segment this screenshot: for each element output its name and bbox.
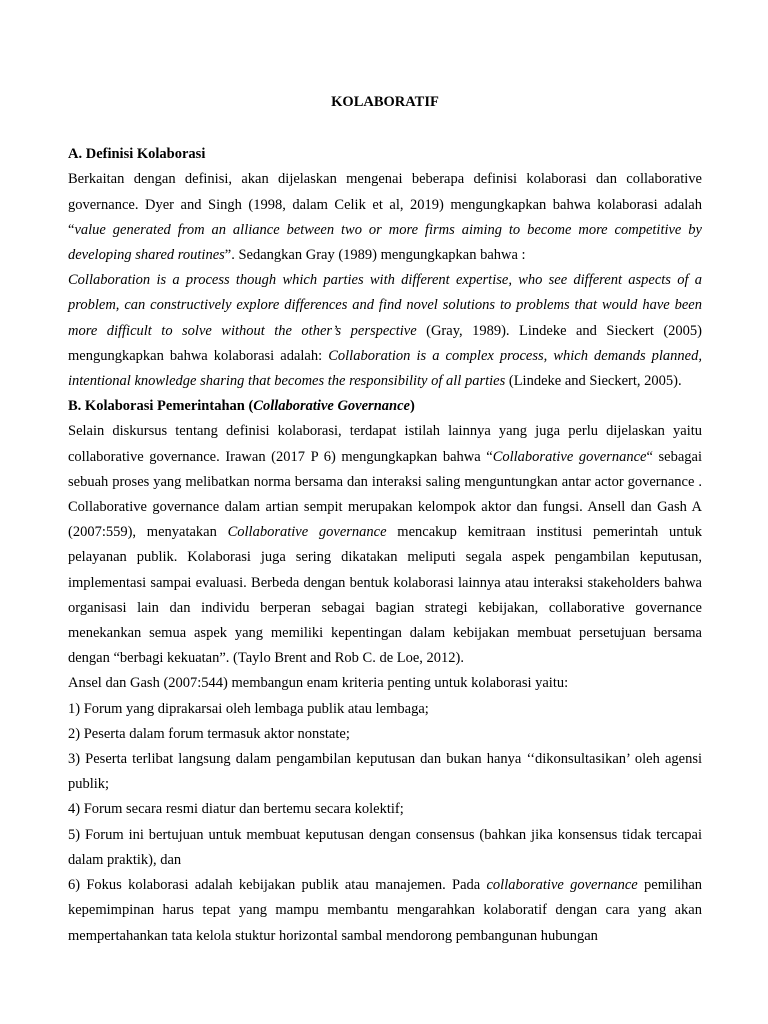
section-b-p1-a: Selain diskursus tentang definisi kolaborasi, terdapat istilah lainnya yang juga perlu dijelaskan yaitu collaborative governance. Irawan (2017 P 6) mengungkapkan bahwa “ [68, 423, 702, 465]
section-a-p2-quote: Collaboration is a process though which parties with different expertise, who see different aspects of a problem, can constructively explore differences and find novel solutions to problems that would have been more difficult to solve without the other’s perspective [68, 272, 702, 339]
section-b-heading-pre: B. Kolaborasi Pemerintahan ( [68, 398, 254, 415]
criteria-item-1: 1) Forum yang diprakarsai oleh lembaga publik atau lembaga; [68, 700, 429, 717]
section-b-heading-post: ) [409, 398, 415, 415]
document-title: KOLABORATIF [331, 94, 439, 110]
section-a-p1-after: ”. Sedangkan Gray (1989) mengungkapkan bahwa : [224, 247, 526, 264]
criteria-item-4: 4) Forum secara resmi diatur dan bertemu secara kolektif; [68, 801, 404, 818]
criteria-item-6-a: 6) Fokus kolaborasi adalah kebijakan publik atau manajemen. Pada [68, 877, 487, 894]
criteria-item-5: 5) Forum ini bertujuan untuk membuat keputusan dengan consensus (bahkan jika konsensus tidak tercapai dalam praktik), dan [68, 826, 702, 868]
section-b-heading [68, 394, 702, 419]
criteria-item-3: 3) Peserta terlibat langsung dalam pengambilan keputusan dan bukan hanya ‘‘dikonsultasikan’ oleh agensi publik; [68, 751, 702, 793]
section-b-p1-b: “ sebagai sebuah proses yang melibatkan norma bersama dan interaksi saling menguntungkan antar actor governance . Collaborative governance dalam artian sempit merupakan kelompok aktor dan fungsi. Ansell dan Gash A (2007:559), menyatakan [68, 448, 703, 541]
section-b-p1-italic2: Collaborative governance [227, 524, 387, 541]
section-a-p2-end: (Lindeke and Sieckert, 2005). [505, 373, 682, 390]
criteria-item-6-b: pemilihan kepemimpinan harus tepat yang mampu membantu mengarahkan kolaboratif dengan cara yang akan mempertahankan tata kelola stuktur horizontal sambal mendorong pembangunan hubungan [68, 877, 702, 944]
criteria-item-6-italic: collaborative governance [486, 877, 638, 894]
section-a-heading: A. Definisi Kolaborasi [68, 146, 206, 163]
criteria-item-2: 2) Peserta dalam forum termasuk aktor nonstate; [68, 725, 350, 742]
criteria-item-6 [68, 873, 702, 949]
section-a-p1-quote: value generated from an alliance between two or more firms aiming to become more competitive by developing shared routines [68, 221, 702, 264]
section-b-p1-c: mencakup kemitraan institusi pemerintah untuk pelayanan publik. Kolaborasi juga sering dikatakan meliputi segala aspek pengambilan keputusan, implementasi sampai evaluasi. Berbeda dengan bentuk kolaborasi lainnya atau interaksi stakeholders bahwa organisasi lain dan individu berperan sebagai bagian strategi kebijakan, collaborative governance menekankan semua aspek yang memiliki kepentingan dalam kebijakan membuat persetujuan bersama dengan “berbagi kekuatan”. (Taylo Brent and Rob C. de Loe, 2012). [68, 524, 702, 667]
section-a-p2-quote2: Collaboration is a complex process, which demands planned, intentional knowledge sharing that becomes the responsibility of all parties [68, 347, 702, 390]
section-b-p1-italic1: Collaborative governance [492, 448, 647, 465]
section-b-paragraph-2: Ansel dan Gash (2007:544) membangun enam kriteria penting untuk kolaborasi yaitu: [68, 675, 569, 692]
section-b-paragraph-1 [68, 419, 702, 671]
section-b-heading-italic: Collaborative Governance [253, 398, 410, 415]
section-a-paragraph-2 [68, 268, 702, 394]
section-a-p2-mid: (Gray, 1989). Lindeke and Sieckert (2005) mengungkapkan bahwa kolaborasi adalah: [68, 322, 703, 364]
section-a-paragraph-1 [68, 167, 702, 268]
section-a-p1-text: Berkaitan dengan definisi, akan dijelaskan mengenai beberapa definisi kolaborasi dan collaborative governance. Dyer and Singh (1998, dalam Celik et al, 2019) mengungkapkan bahwa kolaborasi adalah “ [68, 171, 702, 238]
